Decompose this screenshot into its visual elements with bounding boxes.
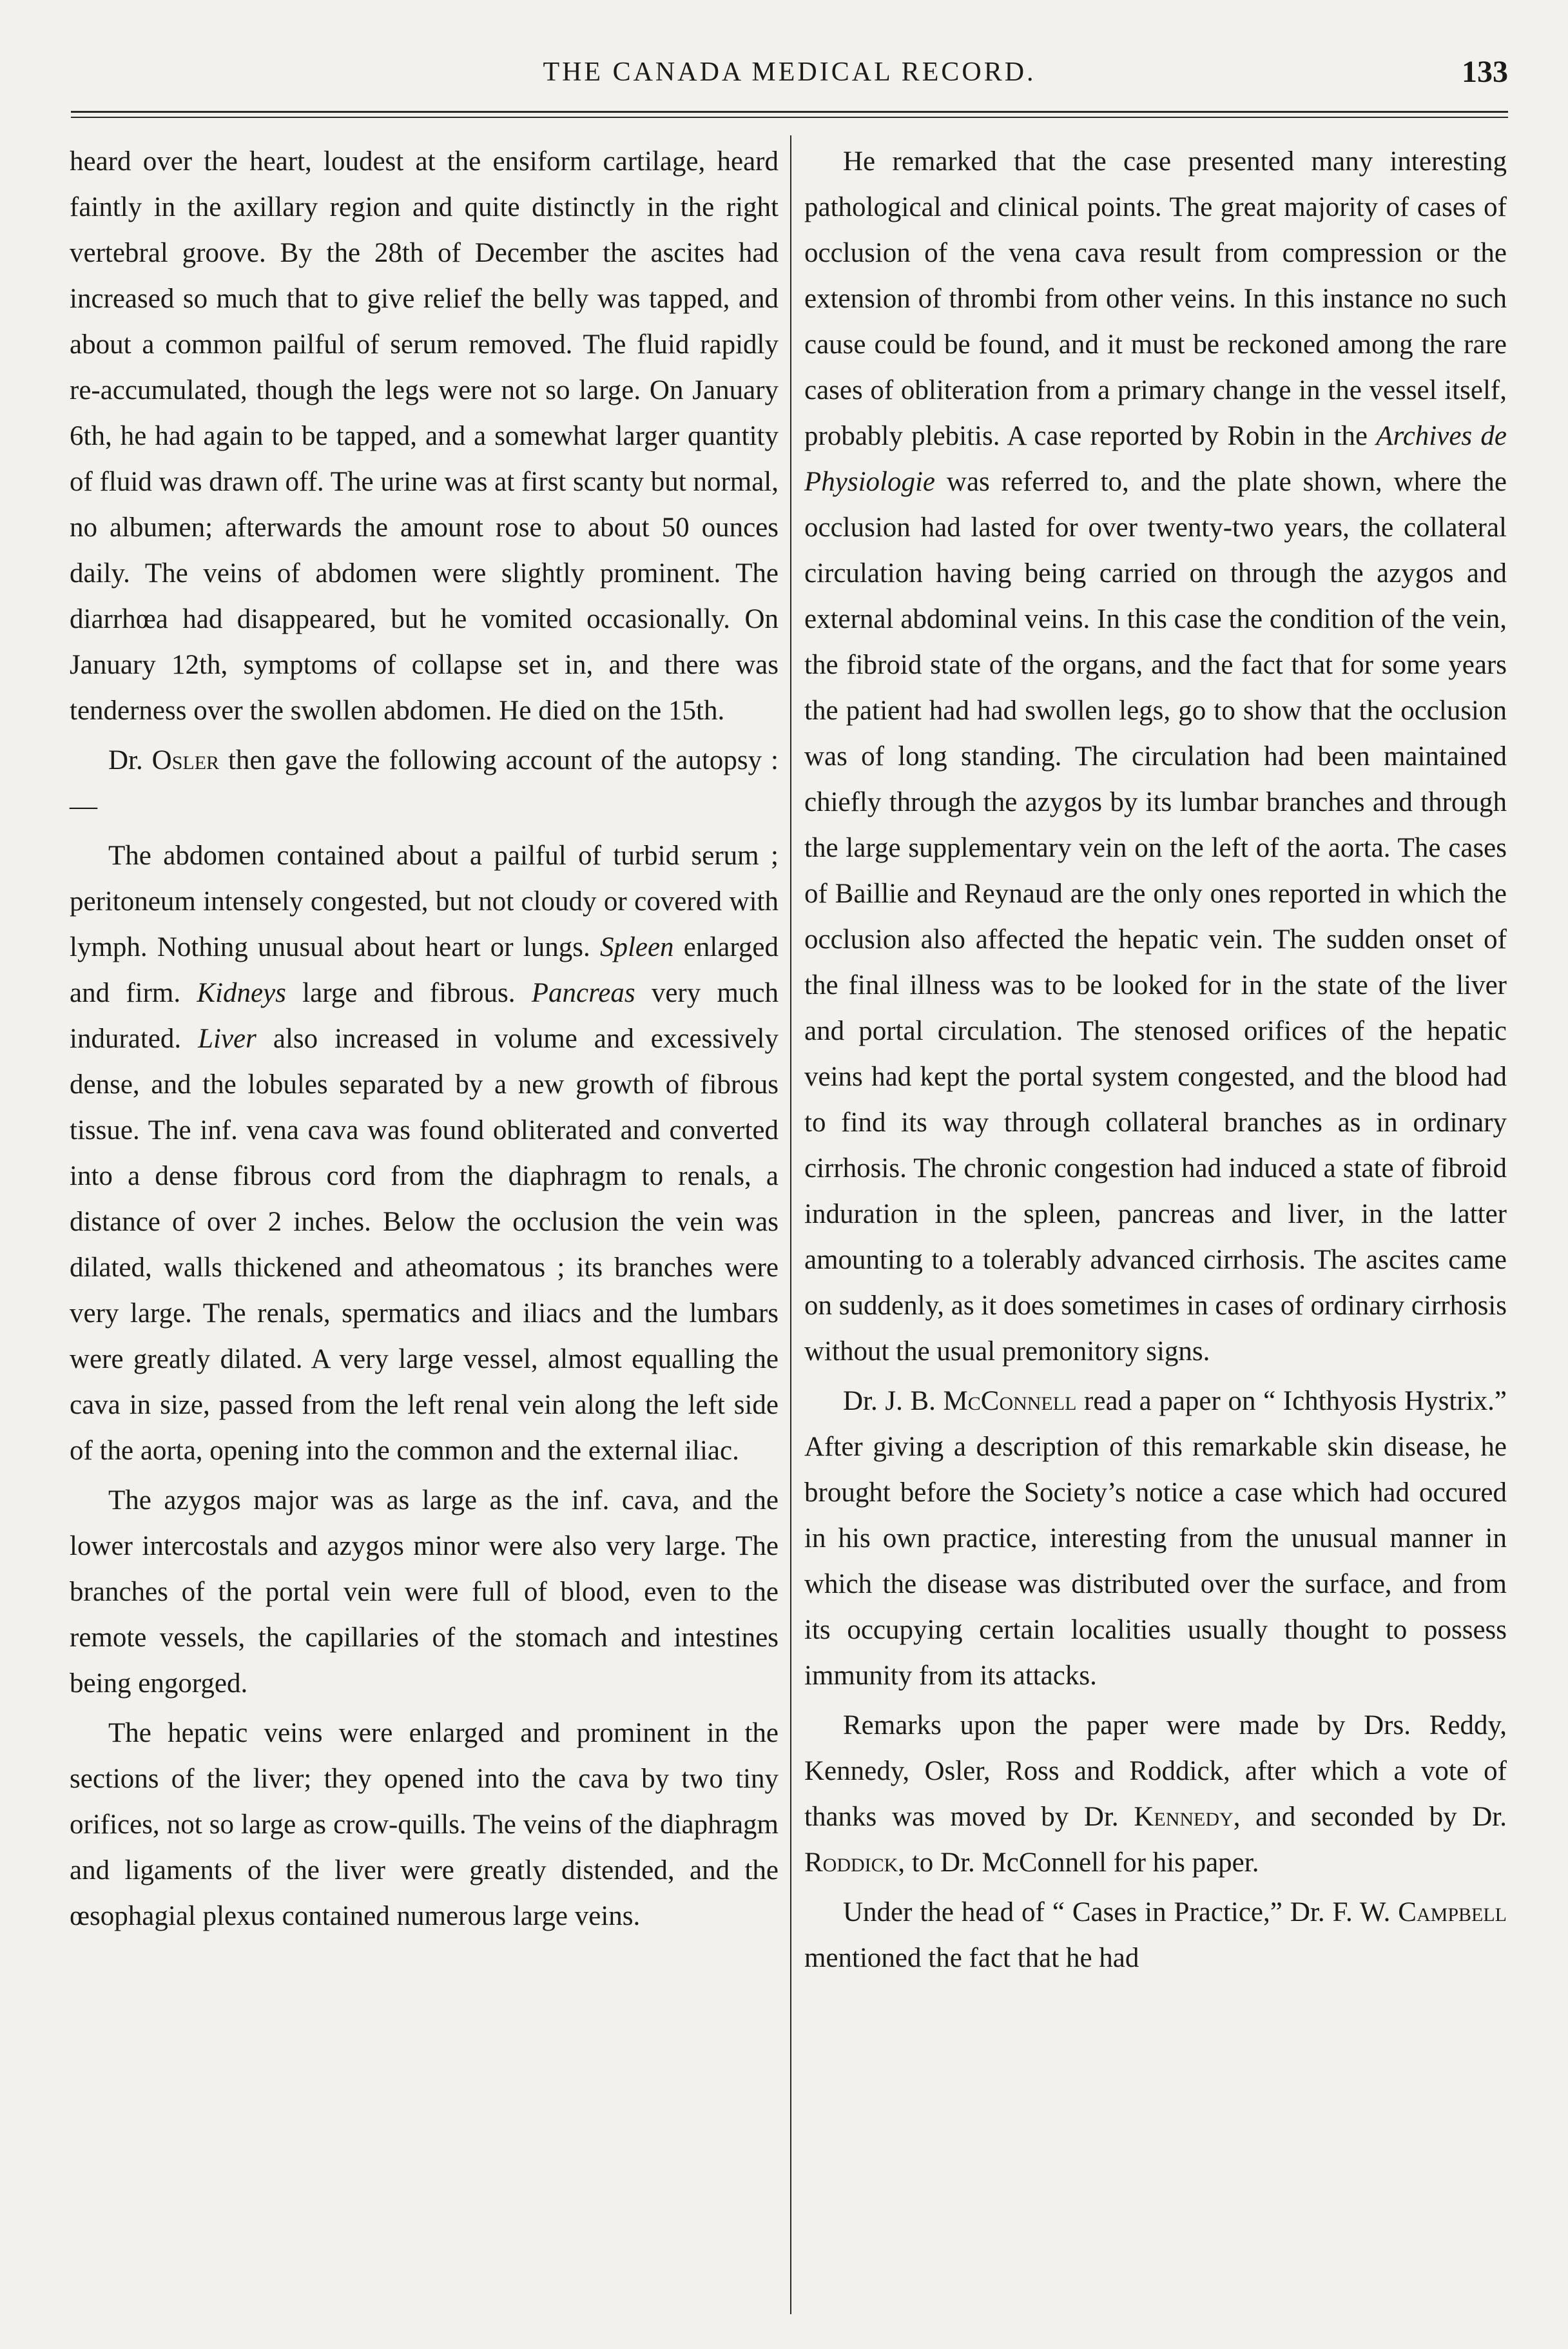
left-column [70,139,779,1943]
column-divider [790,135,791,2314]
author-name: McConnell [943,1386,1077,1416]
journal-title: Archives de Physiologie [804,421,1507,497]
paragraph-azygos: The azygos major was as large as the inf. cava, and the lower intercostals and azygos minor were also very large. The branches of the portal vein were full of blood, even to the remote vessels, the capillaries of the stomach and intestines being engorged. [70,1485,779,1699]
paragraph-discussion: Remarks upon the paper were made by Drs. Reddy, Kennedy, Osler, Ross and Roddick, after which a vote of thanks was moved by Dr. Kennedy, and seconded by Dr. Roddick, to Dr. McConnell for his paper. [804,1710,1507,1878]
author-name: Osler [151,745,220,775]
paragraph-cases-in-practice: Under the head of “ Cases in Practice,” Dr. F. W. Campbell mentioned the fact that he had [804,1897,1507,1973]
paragraph-autopsy-intro: Dr. Osler then gave the following account of the autopsy :— [70,745,779,821]
running-title: THE CANADA MEDICAL RECORD. [543,57,1036,87]
page-header [71,52,1508,103]
header-rule-secondary [71,117,1508,118]
paragraph-ichthyosis: Dr. J. B. McConnell read a paper on “ Ichthyosis Hystrix.” After giving a description of this remarkable skin disease, he brought before the Society’s notice a case which had occured in his own practice, interesting from the unusual manner in which the disease was distributed over the surface, and from its occupying certain localities usually thought to possess immunity from its attacks. [804,1386,1507,1691]
paragraph-remarks: He remarked that the case presented many interesting pathological and clinical points. The great majority of cases of occlusion of the vena cava result from compression or the extension of thrombi from other veins. In this instance no such cause could be found, and it must be reckoned among the rare cases of obliteration from a primary change in the vessel itself, probably plebitis. A case reported by Robin in the Archives de Physiologie was referred to, and the plate shown, where the occlusion had lasted for over twenty-two years, the collateral circulation having being carried on through the azygos and external abdominal veins. In this case the condition of the vein, the fibroid state of the organs, and the fact that for some years the patient had had swollen legs, go to show that the occlusion was of long standing. The circulation had been maintained chiefly through the azygos by its lumbar branches and through the large supplementary vein on the left of the aorta. The cases of Baillie and Reynaud are the only ones reported in which the occlusion also affected the hepatic vein. The sudden onset of the final illness was to be looked for in the state of the liver and portal circulation. The stenosed orifices of the hepatic veins had kept the portal system congested, and the blood had to find its way through collateral branches as in ordinary cirrhosis. The chronic congestion had induced a state of fibroid induration in the spleen, pancreas and liver, in the latter amounting to a tolerably advanced cirrhosis. The ascites came on suddenly, as it does sometimes in cases of ordinary cirrhosis without the usual premonitory signs. [804,146,1507,1367]
paragraph-case-history: heard over the heart, loudest at the ensiform cartilage, heard faintly in the axillary region and quite distinctly in the right vertebral groove. By the 28th of December the ascites had increased so much that to give relief the belly was tapped, and about a common pailful of serum removed. The fluid rapidly re-accumulated, though the legs were not so large. On January 6th, he had again to be tapped, and a somewhat larger quantity of fluid was drawn off. The urine was at first scanty but normal, no albumen; afterwards the amount rose to about 50 ounces daily. The veins of abdomen were slightly prominent. The diarrhœa had disappeared, but he vomited occasionally. On January 12th, symptoms of collapse set in, and there was tenderness over the swollen abdomen. He died on the 15th. [70,146,779,726]
header-rule [71,111,1508,113]
page-number: 133 [1462,55,1508,89]
right-column [804,139,1507,1985]
paragraph-autopsy-findings: The abdomen contained about a pailful of turbid serum ; peritoneum intensely congested, but not cloudy or covered with lymph. Nothing unusual about heart or lungs. Spleen enlarged and firm. Kidneys large and fibrous. Pancreas very much indurated. Liver also increased in volume and excessively dense, and the lobules separated by a new growth of fibrous tissue. The inf. vena cava was found obliterated and converted into a dense fibrous cord from the diaphragm to renals, a distance of over 2 inches. Below the occlusion the vein was dilated, walls thickened and atheomatous ; its branches were very large. The renals, spermatics and iliacs and the lumbars were greatly dilated. A very large vessel, almost equalling the cava in size, passed from the left renal vein along the left side of the aorta, opening into the common and the external iliac. [70,841,779,1466]
paragraph-hepatic-veins: The hepatic veins were enlarged and prominent in the sections of the liver; they opened into the cava by two tiny orifices, not so large as crow-quills. The veins of the diaphragm and ligaments of the liver were greatly distended, and the œsophagial plexus contained numerous large veins. [70,1718,779,1931]
